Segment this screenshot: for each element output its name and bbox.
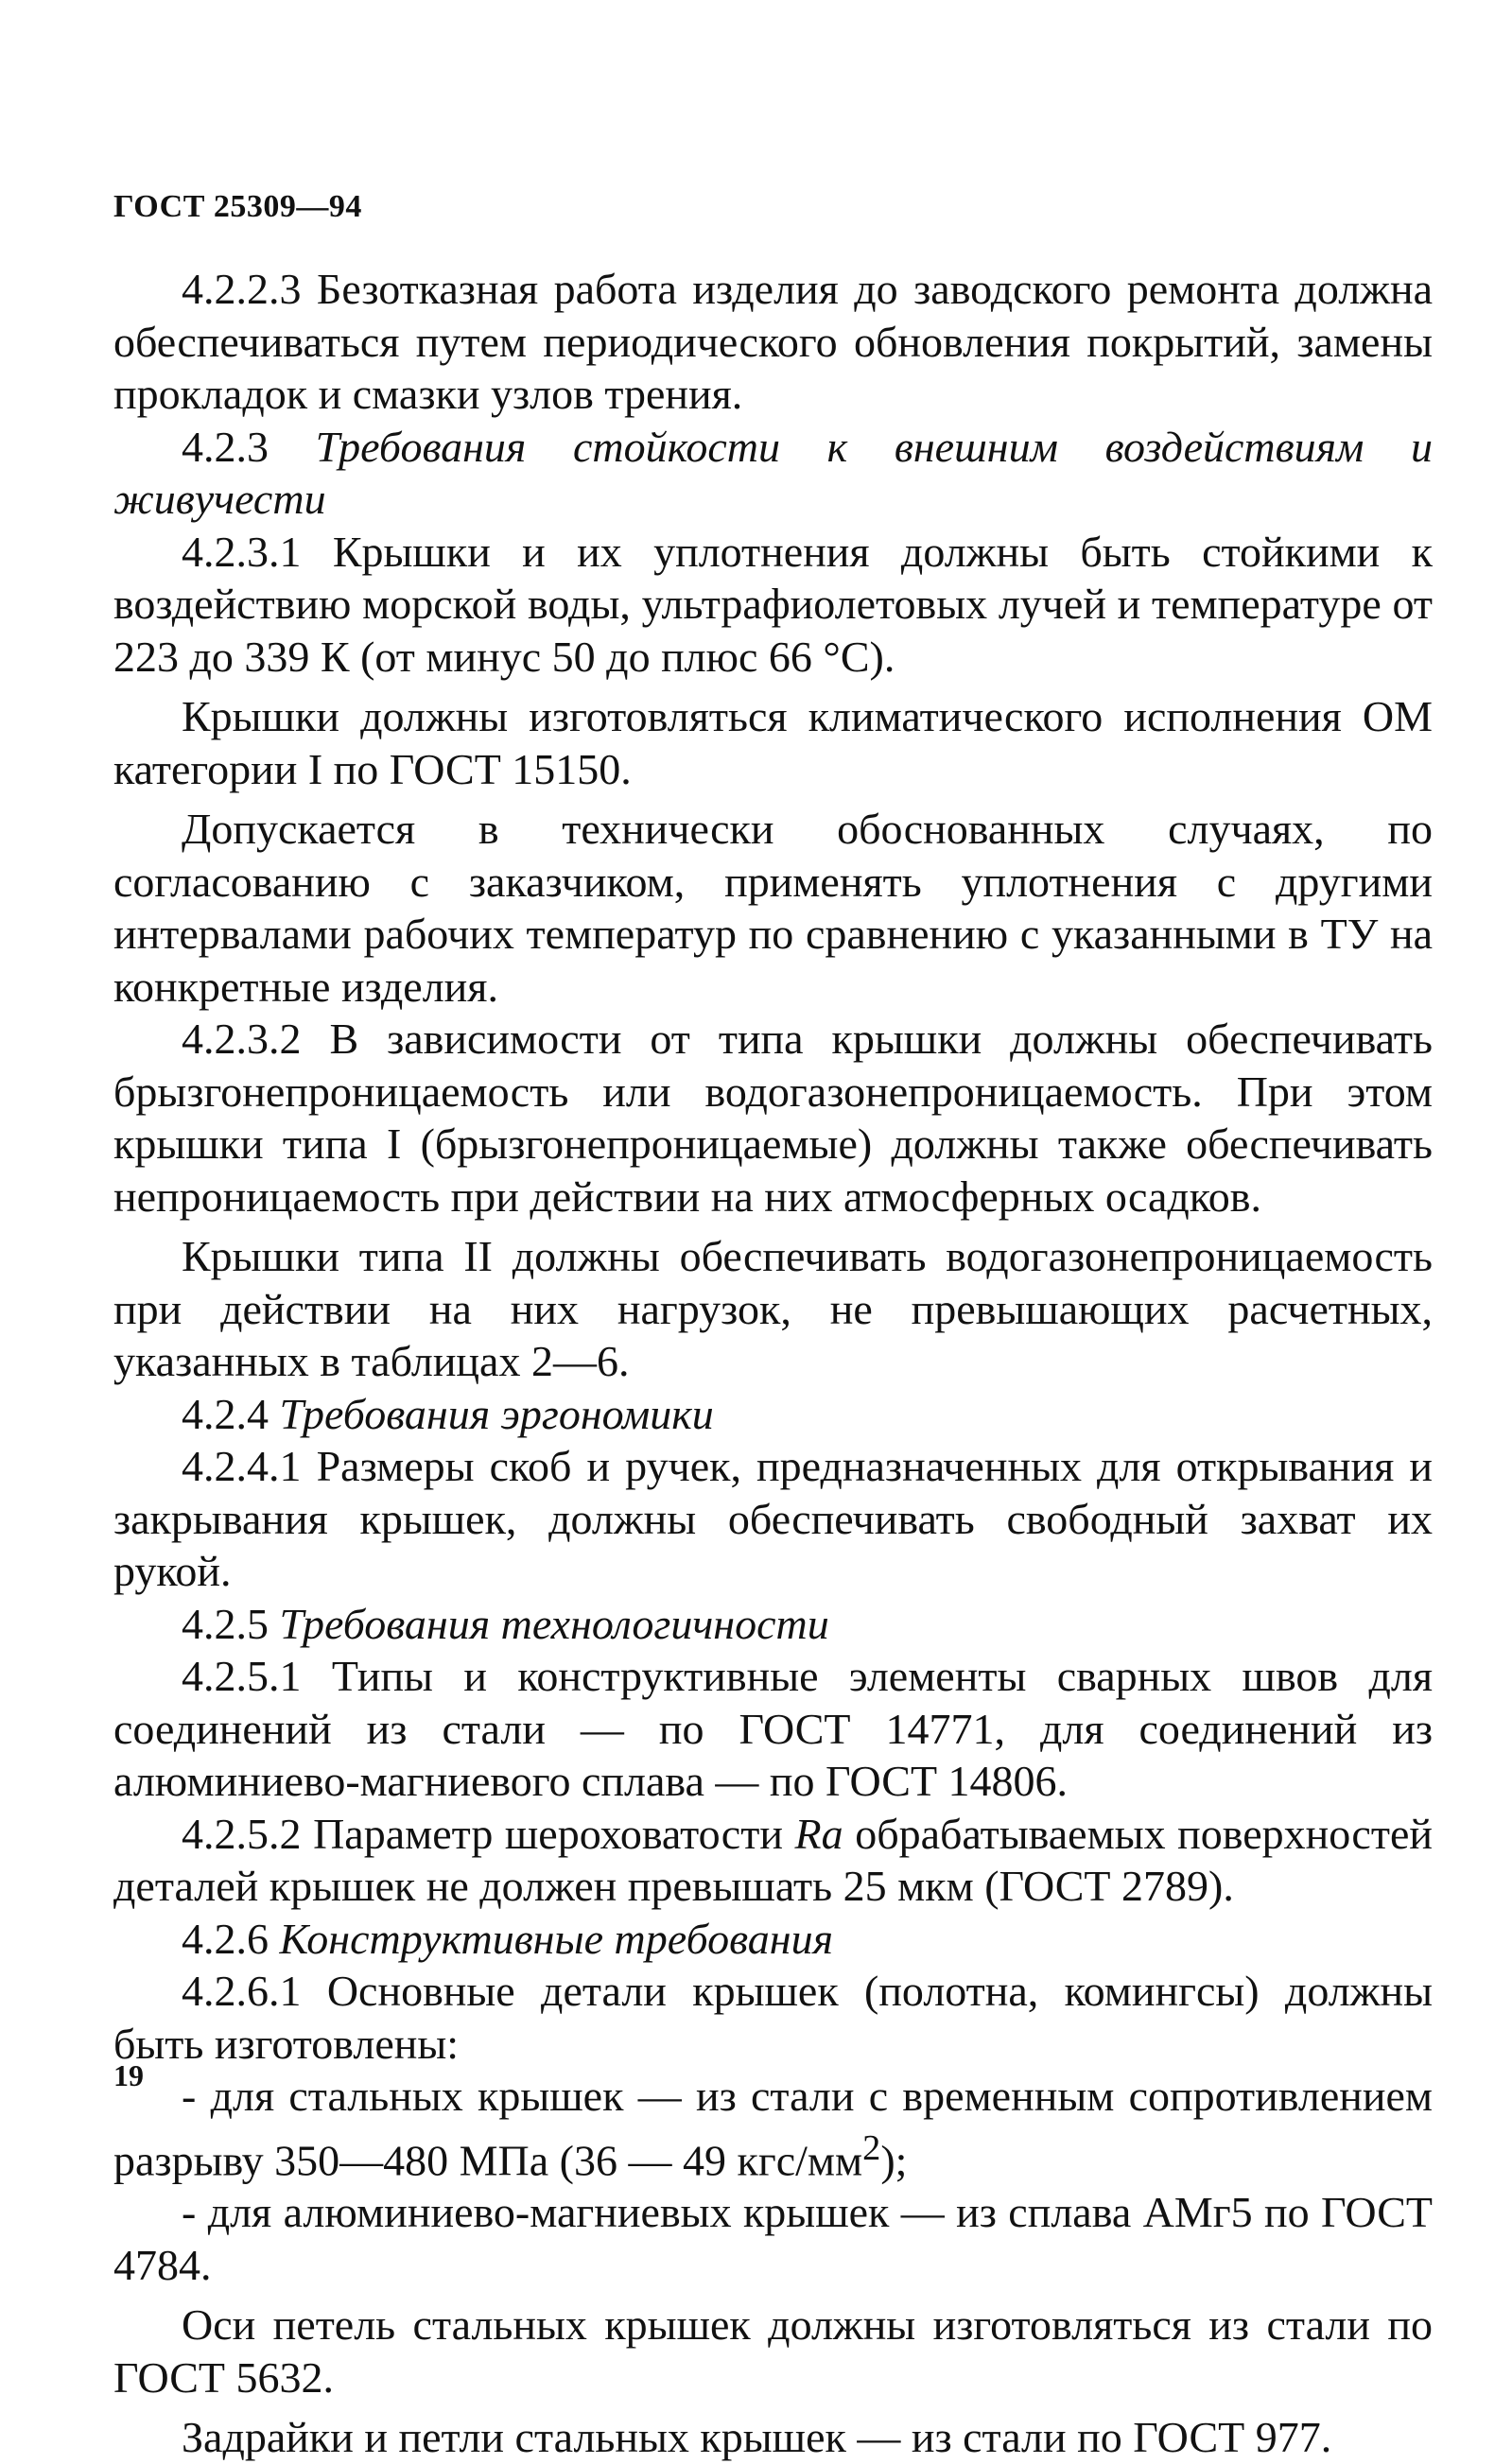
page-number: 19 [113,2058,144,2092]
paragraph-4-2-3-2: 4.2.3.2 В зависимости от типа крышки должны обеспечивать брызгонепроницаемость или водогазонепроницаемость. При этом крышки типа I (брызгонепроницаемые) должны также обеспечивать непроницаемость при действии на них атмосферных осадков. [113,1015,1433,1221]
list-item-steel [113,2070,1433,2186]
paragraph-hinge-axes: Оси петель стальных крышек должны изготовляться из стали по ГОСТ 5632. [113,2300,1433,2402]
heading-title: Требования эргономики [279,1389,714,1438]
paragraph-4-2-2-3: 4.2.2.3 Безотказная работа изделия до заводского ремонта должна обеспечиваться путем периодического обновления покрытий, замены прокладок и смазки узлов трения. [113,265,1433,418]
text-segment: ); [880,2135,908,2184]
heading-4-2-3 [113,421,1433,526]
paragraph-4-2-4-1: 4.2.4.1 Размеры скоб и ручек, предназначенных для открывания и закрывания крышек, должны обеспечивать свободный захват их рукой. [113,1442,1433,1595]
heading-4-2-4 [113,1388,1433,1441]
paragraph-4-2-5-1: 4.2.5.1 Типы и конструктивные элементы сварных швов для соединений из стали — по ГОСТ 14771, для соединений из алюминиево-магниевого сплава — по ГОСТ 14806. [113,1652,1433,1805]
heading-number: 4.2.6 [182,1914,269,1963]
paragraph-4-2-5-2 [113,1808,1433,1913]
paragraph-latches: Задрайки и петли стальных крышек — из стали по ГОСТ 977. [182,2413,1332,2462]
heading-title: Конструктивные требования [279,1914,833,1963]
heading-number: 4.2.3 [182,422,269,471]
text-segment: 4.2.5.2 Параметр шероховатости [182,1809,795,1858]
superscript: 2 [862,2127,881,2168]
list-item-aluminium: - для алюминиево-магниевых крышек — из сплава АМг5 по ГОСТ 4784. [113,2188,1433,2289]
heading-title: Требования технологичности [279,1599,829,1648]
document-body [113,263,1433,2464]
paragraph-climate: Крышки должны изготовляться климатического исполнения ОМ категории I по ГОСТ 15150. [113,692,1433,793]
paragraph-4-2-6-1: 4.2.6.1 Основные детали крышек (полотна, комингсы) должны быть изготовлены: [113,1967,1433,2068]
heading-number: 4.2.5 [182,1599,269,1648]
text-segment: обрабатываемых поверхностей деталей крышек не должен превышать 25 мкм (ГОСТ 2789). [113,1809,1433,1910]
roughness-symbol: Ra [794,1809,843,1858]
paragraph-allowed: Допускается в технически обоснованных случаях, по согласованию с заказчиком, применять уплотнения с другими интервалами рабочих температур по сравнению с указанными в ТУ на конкретные изделия. [113,805,1433,1011]
paragraph-4-2-3-1: 4.2.3.1 Крышки и их уплотнения должны быть стойкими к воздействию морской воды, ультрафиолетовых лучей и температуре от 223 до 339 К (от минус 50 до плюс 66 °С). [113,527,1433,681]
heading-number: 4.2.4 [182,1389,269,1438]
heading-4-2-5 [113,1598,1433,1651]
text-segment: - для стальных крышек — из стали с временным сопротивлением разрыву 350—480 МПа (36 — 49 кгс/мм [113,2072,1433,2184]
document-code-header: ГОСТ 25309—94 [113,189,362,224]
heading-title: Требования стойкости к внешним воздействиям и живучести [113,422,1434,523]
document-page [113,0,1434,2462]
paragraph-type-2: Крышки типа II должны обеспечивать водогазонепроницаемость при действии на них нагрузок, не превышающих расчетных, указанных в таблицах 2—6. [113,1232,1433,1385]
heading-4-2-6 [113,1913,1433,1966]
